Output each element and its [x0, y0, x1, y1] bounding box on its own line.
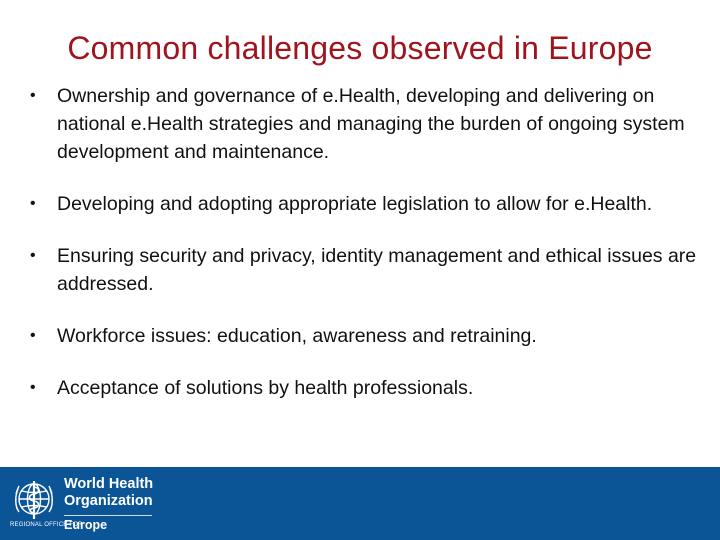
bullet-text: Workforce issues: education, awareness and retraining.: [57, 325, 537, 347]
bullet-item-ownership: [28, 82, 708, 166]
bullet-dot: •: [30, 327, 36, 344]
bullet-item-legislation: [28, 190, 708, 218]
bullet-text: Acceptance of solutions by health professionals.: [57, 377, 474, 399]
logo-divider: [64, 515, 152, 516]
footer-bar: [0, 467, 720, 540]
bullet-text: Developing and adopting appropriate legislation to allow for e.Health.: [57, 193, 653, 215]
bullet-item-security: [28, 242, 708, 298]
bullet-item-acceptance: [28, 374, 708, 402]
regional-office-label: REGIONAL OFFICE FOR: [10, 522, 83, 528]
bullet-dot: •: [30, 87, 36, 104]
bullet-text: Ownership and governance of e.Health, developing and delivering on national e.Health strategies and managing the burden of ongoing system development and maintenance.: [57, 85, 685, 163]
who-europe-logo: [10, 473, 170, 533]
who-name-line1: World Health: [64, 476, 154, 492]
bullet-dot: •: [30, 379, 36, 396]
bullet-text: Ensuring security and privacy, identity management and ethical issues are addressed.: [57, 245, 697, 295]
slide-title: Common challenges observed in Europe: [67, 30, 653, 66]
who-name: [64, 476, 164, 510]
bullet-list: [28, 82, 708, 426]
bullet-dot: •: [30, 247, 36, 264]
who-name-line2: Organization: [64, 493, 153, 509]
region-name: Europe: [64, 518, 108, 532]
bullet-item-workforce: [28, 322, 708, 350]
bullet-dot: •: [30, 195, 36, 212]
who-emblem-icon: [10, 475, 58, 523]
